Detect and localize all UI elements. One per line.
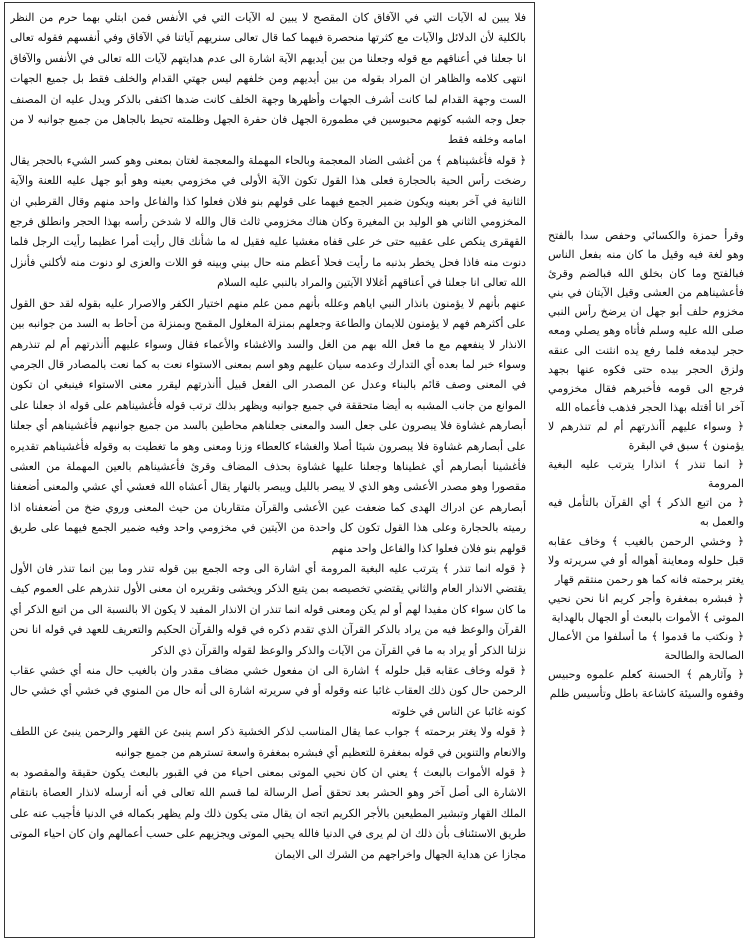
side-paragraph: ﴿ انما تنذر ﴾ انذارا يترتب عليه البغية المرومة <box>548 458 744 491</box>
side-paragraph: ﴿ وسواء عليهم أأنذرتهم أم لم تنذرهم لا يؤمنون ﴾ سبق في البقرة <box>548 419 744 453</box>
main-paragraph: ﴿ قوله ولا يغتر برحمته ﴾ جواب عما يقال المناسب لذكر الخشية ذكر اسم ينبئ عن القهر والرحمن ينبئ عن اللطف والانعام والتنوين في قوله بمغفرة للتعظيم أي فبشره بمغفرة واسعة تسترهم من جميع جوانبه <box>10 725 526 759</box>
side-paragraph: ﴿ وآثارهم ﴾ الحسنة كعلم علموه وحبيس وقفوه والسيئة كاشاعة باطل وتأسيس ظلم <box>548 668 744 701</box>
side-paragraph: وقرأ حمزة والكسائي وحفص سدا بالفتح وهو لغة فيه وقيل ما كان منه بفعل الناس فبالفتح وما كان بخلق الله فبالضم وقرئ فأعشيناهم من العشى وقيل الآيتان في بني مخزوم حلف أبو جهل ان يرضخ رأس النبي صلى الله عليه وسلم فأتاه وهو يصلي ومعه حجر ليدمغه فلما رفع يده انثنت الى عنقه ولزق الحجر بيده حتى فكوه عنها بجهد فرجع الى قومه فأخبرهم فقال مخزومي آخر انا أقتله بهذا الحجر فذهب فأعماه الله <box>548 229 744 414</box>
side-tafsir-column <box>548 226 744 703</box>
main-paragraph: فلا يبين له الآيات التي في الآفاق كان المقصح لا يبين له الآيات التي في الأنفس فمن ابتلي بهما حرم من النظر بالكلية لأن الدلائل والآيات مع كثرتها منحصرة فيهما كما قال تعالى سنريهم آياتنا في الآفاق وفي أنفسهم فقوله تعالى انا جعلنا في أعناقهم مع قوله وجعلنا من بين أيديهم الآية اشارة الى عدم هدايتهم لآيات الله تعالى في الأنفس والآفاق انتهى كلامه والظاهر ان المراد بقوله من بين أيديهم ومن خلفهم ليس جهتي القدام والخلف فقط بل جميع الجهات الست وجهة القدام لما كانت أشرف الجهات وأظهرها وجهة الخلف كانت ضدها اكتفى بالذكر ويدل عليه ان المصنف جعل وجه الشبه كونهم محبوسين في مطمورة الجهل فان حفرة الجهل وظلمته تحيط بالجاهل من جميع جوانبه لا من امامه وخلفه فقط <box>10 11 526 147</box>
main-paragraph: عنهم بأنهم لا يؤمنون بانذار النبي اياهم وعلله بأنهم ممن علم منهم اختيار الكفر والاصرار عليه بقوله لقد حق القول على أكثرهم فهم لا يؤمنون للايمان والطاعة وجعلهم بمنزلة المغلول المقمح وبمنزلة من أحاط به السد من جوانبه بين الانذار لا ينفعهم مع ما فعل الله بهم من الغل والسد والاغشاء والأعماء فقال وسواء عليهم أأنذرتهم أم لم تنذرهم وسواء خبر لما بعده أي التدارك وعدمه سيان عليهم وهو اسم بمعنى الاستواء نعت به كما نعت بالمصادر قال الجرمي في المعنى وصف قائم بالبناء وعدل عن المصدر الى الفعل قبيل أأنذرتهم ليقرر معنى الاستواء فينبغي ان تكون الموانع من جانب المشبه به أيضا متحققة في جميع جوانبه ويظهر بذلك ترتب قوله فأغشيناهم على قوله اذ جعلنا على أبصارهم غشاوة فلا يبصرون على جعل السد والمعنى جعلناهم محاطين بالسد من جميع جوانبهم فأغشيناهم أي جعلنا على أبصارهم غشاوة فلا يبصرون شيئا أصلا والغشاء كالعطاء وزنا ومعنى وهو ما تغطيت به وقوله فأغشيناهم تقديره فأغشينا أبصارهم أي غطيناها وجعلنا عليها غشاوة بحذف المضاف وقرئ فأعشيناهم بالعين المهملة من العشى مقصورا وهو مصدر الأعشى وهو الذي لا يبصر بالليل ويبصر بالنهار يقال أعشاه الله فعشي أي عشي والمعنى أضعفنا أبصارهم عن ادراك الهدى كما ضعفت عين الأعشى والقرآن متقاربان من حيث المعنى وروي ضخ من أضعفناه اذا رميته بالحجارة وعلى هذا القول تكون كل واحدة من الآيتين في مخزومي واحد وفيه ضمير الجمع فيهما على طريق قولهم بنو فلان فعلوا كذا والفاعل واحد منهم <box>10 296 526 555</box>
main-paragraph: ﴿ قوله الأموات بالبعث ﴾ يعني ان كان نحيي الموتى بمعنى احياء من في القبور بالبعث يكون حقيقة والمقصود به الاشارة الى أصل آخر وهو الحشر بعد تحقق أصل الرسالة لما قسم الله تعالى في أنه أرسله لانذار العصاة بانتقام الملك القهار وتبشير المطيعين بالأجر الكريم اتجه ان يقال متى يكون ذلك ولم يظهر بكماله في الدنيا فأجيب عنه على طريق الاستئناف بأن ذلك ان لم يرى في الدنيا فالله يحيي الموتى ويجزيهم على حسب أعمالهم وان كان احياء الموتى مجازا عن هداية الجهال واخراجهم من الشرك الى الايمان <box>10 766 526 861</box>
main-paragraph: ﴿ قوله انما تنذر ﴾ يترتب عليه البغية المرومة أي اشارة الى وجه الجمع بين قوله تنذر وما بين انما تنذر فان الأول يقتضي الانذار العام والثاني يقتضي تخصيصه بمن يتبع الذكر ويخشى وتقريره ان معنى الأول تنذرهم على العموم كيف ما كان سواء كان مفيدا لهم أو لم يكن ومعنى قوله انما تنذر ان الانذار المفيد لا يكون الا بالنسبة الى من اتبع الذكر أي القرآن والوعظ فيه من يراد بالذكر القرآن الذي تقدم ذكره في قوله والقرآن الحكيم والتعريف للعهد في قوله انا نحن نزلنا الذكر أو يراد به ما في القرآن من الآيات والذكر والوعظ لقوله والقرآن ذي الذكر <box>10 561 526 657</box>
main-commentary-column <box>10 8 526 932</box>
side-paragraph: ﴿ فبشره بمغفرة وأجر كريم انا نحن نحيي الموتى ﴾ الأموات بالبعث أو الجهال بالهداية <box>548 591 744 624</box>
side-paragraph: ﴿ وخشي الرحمن بالغيب ﴾ وخاف عقابه قبل حلوله ومعاينة أهواله أو في سريرته ولا يغتر برحمته فانه كما هو رحمن منتقم قهار <box>548 534 744 586</box>
side-paragraph: ﴿ ونكتب ما قدموا ﴾ ما أسلفوا من الأعمال الصالحة والطالحة <box>548 629 744 663</box>
side-paragraph: ﴿ من اتبع الذكر ﴾ أي القرآن بالتأمل فيه والعمل به <box>548 496 744 529</box>
main-paragraph: ﴿ قوله فأغشيناهم ﴾ من أغشى الضاد المعجمة وبالحاء المهملة والمعجمة لغتان بمعنى وهو كسر الشيء بالحجر يقال رضخت رأس الحية بالحجارة فعلى هذا القول تكون الآية الأولى في مخزومي بعينه وهو أبو جهل عليه اللعنة والآية الثانية في آخر بعينه ويكون ضمير الجمع فيهما على قولهم بنو فلان فعلوا كذا والفاعل واحد منهم وقال القرطبي ان المخزومي الثاني هو الوليد بن المغيرة وكان هناك مخزومي ثالث قال والله لا شدخن رأسه بهذا الحجر وانطلق فرجع القهقرى ينكص على عقبيه حتى خر على قفاه مغشيا عليه فقيل له ما شأنك قال رأيت أمرا عظيما رأيت الرجل فلما دنوت منه فاذا فحل يخطر بذنبه ما رأيت فحلا أعظم منه حال بيني وبينه فو اللات والعزى لو دنوت منه لأكلني فأنزل الله تعالى انا جعلنا في أعناقهم أغلالا الآيتين والمراد بالنبي عليه السلام <box>10 153 526 290</box>
main-paragraph: ﴿ قوله وخاف عقابه قبل حلوله ﴾ اشارة الى ان مفعول خشي مضاف مقدر وان بالغيب حال منه أي خشي عقاب الرحمن حال كون ذلك العقاب غائبا عنه وقوله أو في سريرته اشارة الى أنه حال من المنوي في خشي أي خشي حال كونه غائبا عن الناس في خلوته <box>10 664 526 718</box>
